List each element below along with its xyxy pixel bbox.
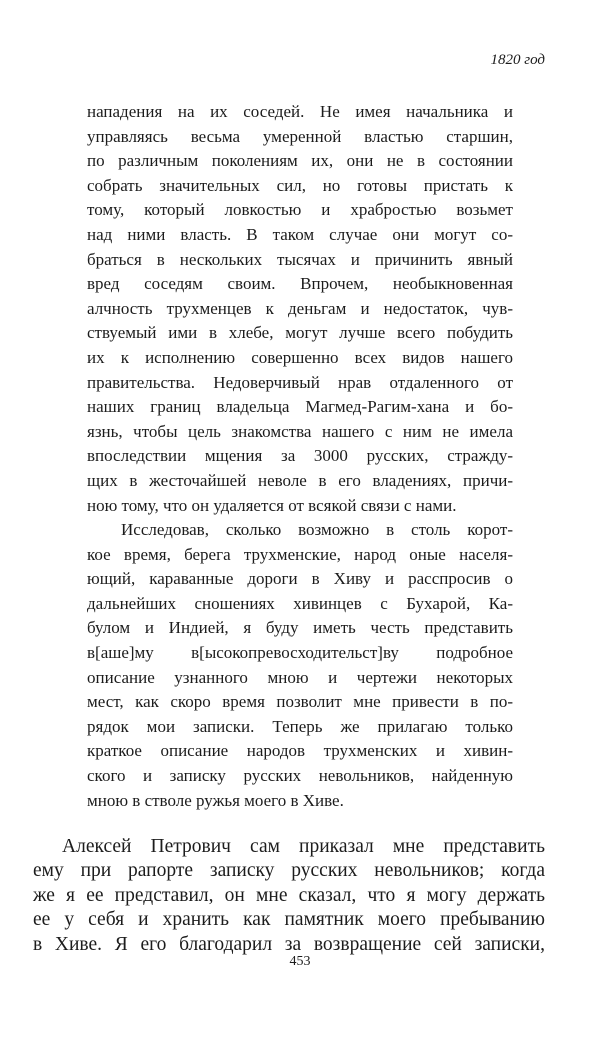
text-line: мест, как скоро время позволит мне привести в по- [87,692,513,712]
text-line: в Хиве. Я его благодарил за возвращение сей записки, [33,933,545,955]
quoted-paragraph-2 [87,518,513,813]
text-line: ною тому, что он удаляется от всякой связи с нами. [87,495,457,515]
text-line: кое время, берега трухменские, народ оные населя- [87,544,513,564]
text-line: собрать значительных сил, но готовы пристать к [87,175,513,195]
text-line: управляясь весьма умеренной властью старшин, [87,126,513,146]
text-line: правительства. Недоверчивый нрав отдаленного от [87,372,513,392]
text-line: в[аше]му в[ысокопревосходительст]ву подробное [87,643,513,663]
text-line: ее у себя и хранить как памятник моего пребыванию [33,909,545,931]
main-paragraph [33,835,545,957]
text-line: мною в стволе ружья моего в Хиве. [87,790,344,810]
text-line: браться в нескольких тысячах и причинить явный [87,249,513,269]
text-line: ствуемый ими в хлебе, могут лучше всего побудить [87,323,513,343]
text-line: над ними власть. В таком случае они могут со- [87,224,513,244]
quoted-paragraph-1 [87,100,513,518]
text-line: Алексей Петрович сам приказал мне представить [62,836,545,857]
text-line: алчность трухменцев к деньгам и недостаток, чув- [87,298,513,318]
text-line: щих в жесточайшей неволе в его владениях, причи- [87,470,513,490]
text-line: булом и Индией, я буду иметь честь представить [87,618,513,638]
text-line: Исследовав, сколько возможно в столь корот- [121,520,513,540]
text-line: наших границ владельца Магмед-Рагим-хана и бо- [87,397,513,417]
text-line: ского и записку русских невольников, найденную [87,766,513,786]
text-line: дальнейших сношениях хивинцев с Бухарой, Ка- [87,593,513,613]
text-line: тому, который ловкостью и храбростью возьмет [87,200,513,220]
text-line: впоследствии мщения за 3000 русских, стражду- [87,446,513,466]
text-line: краткое описание народов трухменских и хивин- [87,741,513,761]
text-line: рядок мои записки. Теперь же прилагаю только [87,716,513,736]
text-line: ему при рапорте записку русских невольников; когда [33,860,545,882]
text-line: их к исполнению совершенно всех видов нашего [87,347,513,367]
quoted-letter [87,100,513,813]
page-number: 453 [289,954,311,969]
text-line: нападения на их соседей. Не имея начальника и [87,102,513,121]
text-line: язнь, чтобы цель знакомства нашего с ним не имела [87,421,513,441]
text-line: по различным поколениям их, они не в состоянии [87,151,513,171]
text-line: ющий, караванные дороги в Хиву и расспросив о [87,569,513,589]
running-header: 1820 год [490,52,545,68]
text-line: описание узнанного мною и чертежи некоторых [87,667,513,687]
text-line: же я ее представил, он мне сказал, что я могу держать [33,884,545,906]
text-line: вред соседям своим. Впрочем, необыкновенная [87,274,513,294]
